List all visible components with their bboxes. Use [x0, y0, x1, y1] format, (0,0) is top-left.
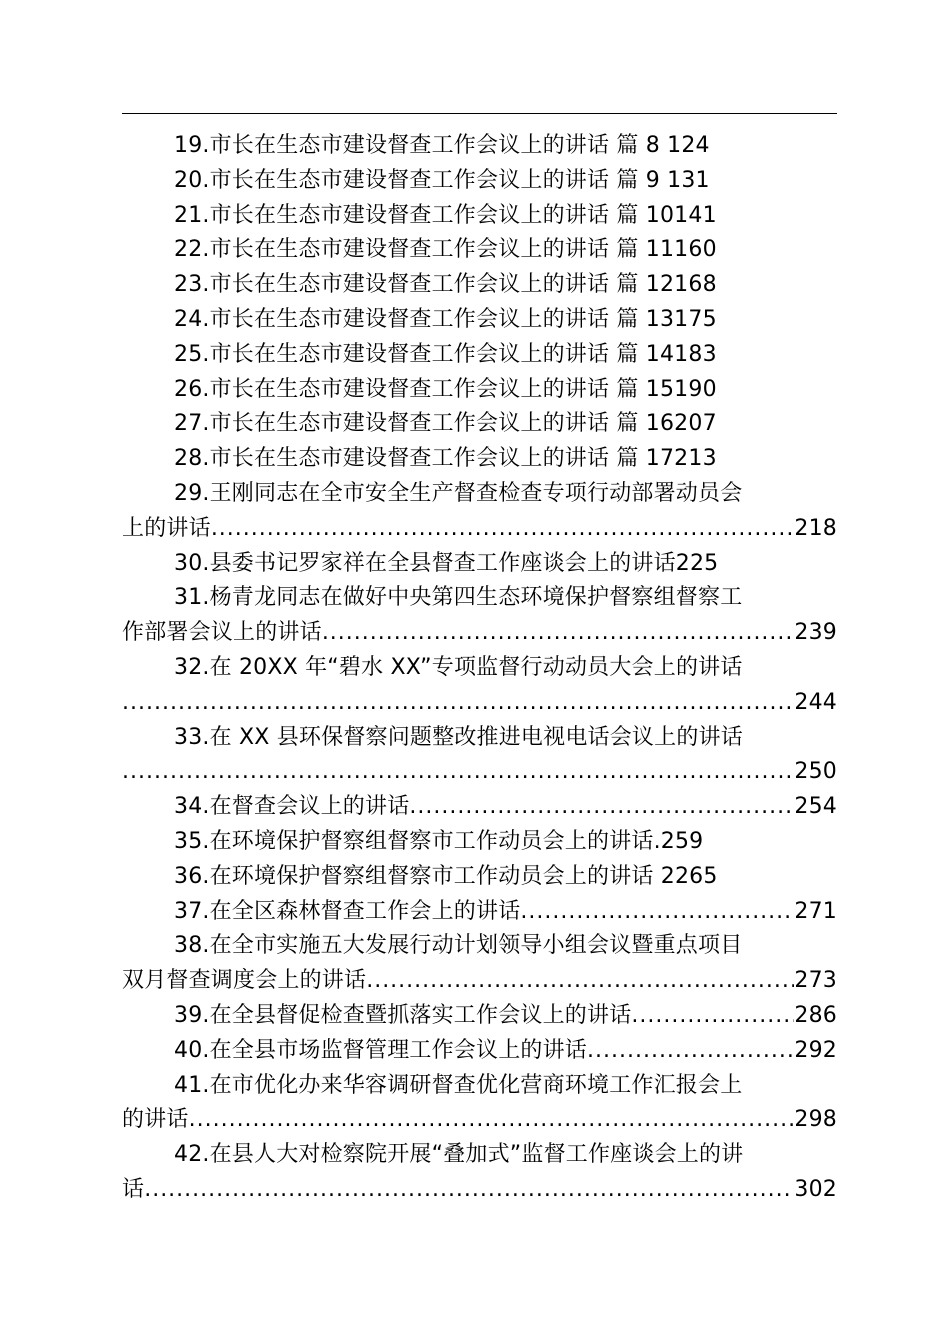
toc-entry: 42.在县人大对检察院开展“叠加式”监督工作座谈会上的讲: [174, 1142, 744, 1168]
toc-entry-continuation: [122, 964, 837, 999]
toc-entry: 31.杨青龙同志在做好中央第四生态环境保护督察组督察工: [174, 585, 743, 611]
toc-entry: [122, 1034, 837, 1069]
toc-entry: 35.在环境保护督察组督察市工作动员会上的讲话.259: [174, 828, 704, 854]
toc-leader-dots: [520, 895, 794, 930]
toc-entry-title: 的讲话: [122, 1107, 189, 1133]
toc-entry-continuation: [122, 1173, 837, 1208]
toc-entry: 28.市长在生态市建设督查工作会议上的讲话 篇 17213: [174, 446, 717, 472]
toc-page-number: 254: [794, 794, 837, 820]
toc-entry: 33.在 XX 县环保督察问题整改推进电视电话会议上的讲话: [174, 724, 743, 750]
toc-entry: 21.市长在生态市建设督查工作会议上的讲话 篇 10141: [174, 202, 717, 228]
toc-leader-dots: [189, 1103, 795, 1138]
toc-leader-dots: [211, 512, 795, 547]
toc-entry-continuation: [122, 616, 837, 651]
toc-entry-title: 话: [122, 1176, 145, 1202]
toc-leader-dots: [122, 755, 794, 790]
toc-page-number: 239: [794, 620, 837, 646]
toc-page-number: 271: [794, 898, 837, 924]
toc-entry-title: 上的讲话: [122, 515, 211, 541]
toc-page-number: 292: [794, 1037, 837, 1063]
toc-leader-dots: [144, 1173, 794, 1208]
toc-entry-title: 作部署会议上的讲话: [122, 620, 322, 646]
toc-entry: 32.在 20XX 年“碧水 XX”专项监督行动动员大会上的讲话: [174, 654, 743, 680]
toc-entry: 29.王刚同志在全市安全生产督查检查专项行动部署动员会: [174, 480, 743, 506]
toc-leader-dots: [587, 1034, 794, 1069]
toc-entry-title: 37.在全区森林督查工作会上的讲话: [174, 898, 521, 924]
toc-entry: 24.市长在生态市建设督查工作会议上的讲话 篇 13175: [174, 306, 717, 332]
toc-page-number: 218: [794, 515, 837, 541]
toc-page-number: 302: [794, 1176, 837, 1202]
toc-entry-continuation: [122, 755, 837, 790]
toc-entry: 22.市长在生态市建设督查工作会议上的讲话 篇 11160: [174, 237, 717, 263]
toc-entry: 26.市长在生态市建设督查工作会议上的讲话 篇 15190: [174, 376, 717, 402]
toc-page-number: 273: [794, 968, 837, 994]
toc-entry: 20.市长在生态市建设督查工作会议上的讲话 篇 9 131: [174, 167, 710, 193]
toc-entry-continuation: [122, 1103, 837, 1138]
toc-leader-dots: [631, 999, 794, 1034]
toc-entry: 41.在市优化办来华容调研督查优化营商环境工作汇报会上: [174, 1072, 743, 1098]
toc-entry: [122, 895, 837, 930]
toc-leader-dots: [409, 790, 794, 825]
toc-page-number: 250: [794, 759, 837, 785]
toc-entry: [122, 999, 837, 1034]
toc-entry: 36.在环境保护督察组督察市工作动员会上的讲话 2265: [174, 863, 718, 889]
toc-page-number: 298: [794, 1107, 837, 1133]
toc-entry: 25.市长在生态市建设督查工作会议上的讲话 篇 14183: [174, 341, 717, 367]
toc-leader-dots: [366, 964, 794, 999]
toc-entry: 38.在全市实施五大发展行动计划领导小组会议暨重点项目: [174, 933, 743, 959]
header-rule: [122, 113, 837, 114]
toc-entry: 23.市长在生态市建设督查工作会议上的讲话 篇 12168: [174, 272, 717, 298]
toc-page-number: 244: [794, 689, 837, 715]
toc-entry: 27.市长在生态市建设督查工作会议上的讲话 篇 16207: [174, 411, 717, 437]
toc-leader-dots: [122, 686, 794, 721]
toc-entry-title: 双月督查调度会上的讲话: [122, 968, 367, 994]
toc-entry-title: 34.在督查会议上的讲话: [174, 794, 410, 820]
toc-entry-continuation: [122, 686, 837, 721]
toc-leader-dots: [322, 616, 795, 651]
toc-entry-continuation: [122, 512, 837, 547]
toc-entry: 30.县委书记罗家祥在全县督查工作座谈会上的讲话225: [174, 550, 719, 576]
toc-entry-title: 40.在全县市场监督管理工作会议上的讲话: [174, 1037, 587, 1063]
toc-entry: [122, 790, 837, 825]
table-of-contents: [122, 129, 837, 1208]
toc-page-number: 286: [794, 1002, 837, 1028]
toc-entry: 19.市长在生态市建设督查工作会议上的讲话 篇 8 124: [174, 133, 710, 158]
toc-entry-title: 39.在全县督促检查暨抓落实工作会议上的讲话: [174, 1002, 632, 1028]
